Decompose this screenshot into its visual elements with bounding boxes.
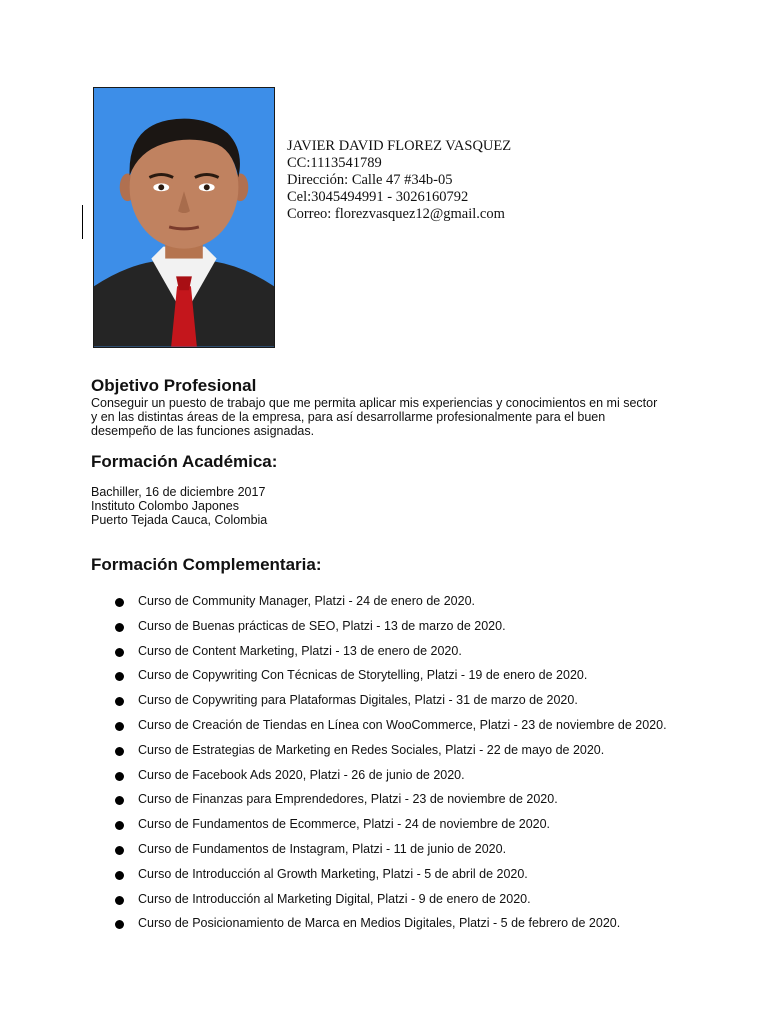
list-item [110,716,670,736]
complementary-title: Formación Complementaria: [91,555,322,574]
bullet-icon [115,846,124,855]
profile-photo [93,87,275,348]
academic-line: Instituto Colombo Japones [91,499,240,513]
bullet-icon [115,747,124,756]
full-name: JAVIER DAVID FLOREZ VASQUEZ [287,138,512,154]
phone-numbers: Cel:3045494991 - 3026160792 [287,189,469,205]
portrait-image [94,88,274,347]
objective-line: desempeño de las funciones asignadas. [91,424,315,438]
bullet-icon [115,871,124,880]
course-text: Curso de Estrategias de Marketing en Redes Sociales, Platzi - 22 de mayo de 2020. [138,742,605,757]
list-item [110,642,670,662]
bullet-icon [115,623,124,632]
course-text: Curso de Posicionamiento de Marca en Medios Digitales, Platzi - 5 de febrero de 2020. [138,916,621,931]
list-item [110,890,670,910]
bullet-icon [115,821,124,830]
course-text: Curso de Content Marketing, Platzi - 13 de enero de 2020. [138,643,462,658]
bullet-icon [115,796,124,805]
list-item [110,666,670,686]
objective-line: Conseguir un puesto de trabajo que me permita aplicar mis experiencias y conocimientos en mi sector [91,396,658,410]
list-item [110,741,670,761]
objective-text [91,396,691,438]
list-item [110,592,670,612]
course-text: Curso de Introducción al Growth Marketing, Platzi - 5 de abril de 2020. [138,866,528,881]
list-item [110,617,670,637]
list-item [110,691,670,711]
course-text: Curso de Facebook Ads 2020, Platzi - 26 de junio de 2020. [138,767,465,782]
course-text: Curso de Copywriting para Plataformas Digitales, Platzi - 31 de marzo de 2020. [138,693,578,708]
course-text: Curso de Community Manager, Platzi - 24 de enero de 2020. [138,594,475,608]
course-text: Curso de Finanzas para Emprendedores, Platzi - 23 de noviembre de 2020. [138,792,558,807]
objective-line: y en las distintas áreas de la empresa, para así desarrollarme profesionalmente para el buen [91,410,606,424]
bullet-icon [115,772,124,781]
course-text: Curso de Copywriting Con Técnicas de Storytelling, Platzi - 19 de enero de 2020. [138,668,588,683]
contact-block [287,138,511,223]
bullet-icon [115,920,124,929]
objective-title: Objetivo Profesional [91,376,257,395]
bullet-icon [115,672,124,681]
bullet-icon [115,598,124,607]
academic-line: Puerto Tejada Cauca, Colombia [91,513,268,527]
list-item [110,766,670,786]
course-text: Curso de Creación de Tiendas en Línea con WooCommerce, Platzi - 23 de noviembre de 2020. [138,717,667,732]
course-text: Curso de Fundamentos de Ecommerce, Platzi - 24 de noviembre de 2020. [138,817,551,832]
list-item [110,840,670,860]
course-text: Curso de Buenas prácticas de SEO, Platzi - 13 de marzo de 2020. [138,618,506,633]
course-list [110,592,670,939]
bullet-icon [115,722,124,731]
bullet-icon [115,896,124,905]
bullet-icon [115,648,124,657]
bullet-icon [115,697,124,706]
list-item [110,914,670,934]
id-number: CC:1113541789 [287,155,382,171]
address: Dirección: Calle 47 #34b-05 [287,172,453,188]
email: Correo: florezvasquez12@gmail.com [287,206,505,222]
academic-text [91,485,691,527]
academic-title: Formación Académica: [91,452,278,471]
list-item [110,865,670,885]
text-cursor [82,205,83,239]
course-text: Curso de Introducción al Marketing Digital, Platzi - 9 de enero de 2020. [138,891,531,906]
course-text: Curso de Fundamentos de Instagram, Platzi - 11 de junio de 2020. [138,841,507,856]
list-item [110,815,670,835]
academic-line: Bachiller, 16 de diciembre 2017 [91,485,266,499]
list-item [110,790,670,810]
